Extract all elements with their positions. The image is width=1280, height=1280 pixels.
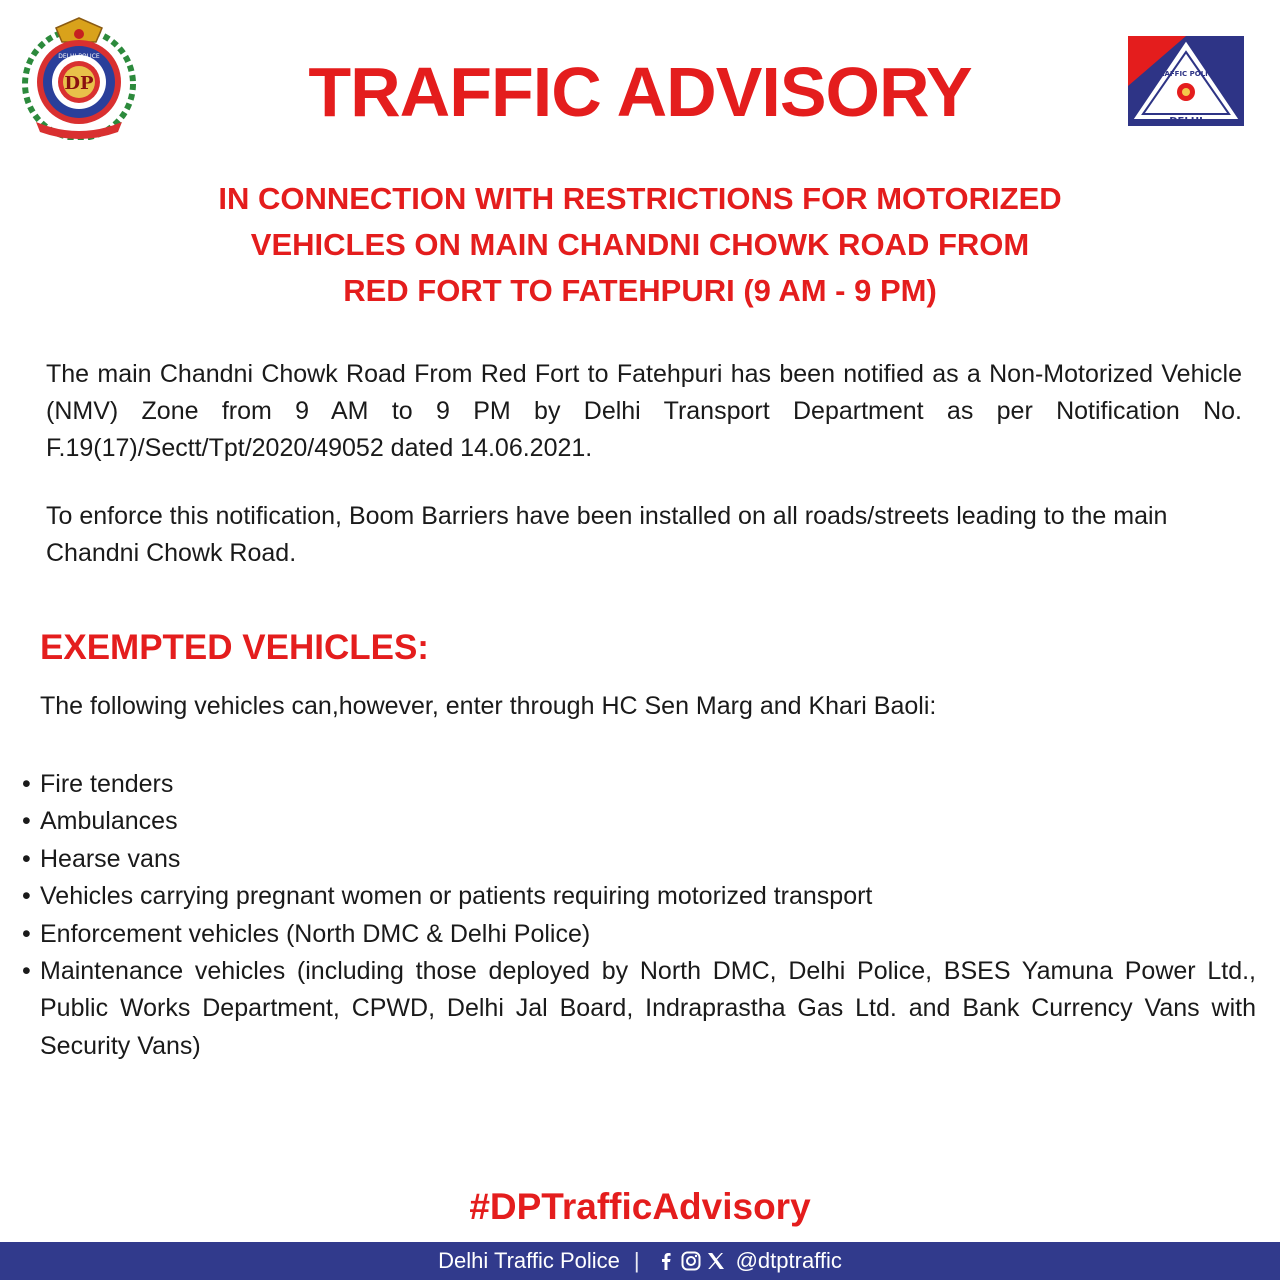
badge-text: TRAFFIC POLICE [1154, 70, 1218, 78]
bullet-icon: • [22, 807, 31, 836]
exempted-heading: EXEMPTED VEHICLES: [40, 628, 429, 667]
list-item-text: Maintenance vehicles (including those deployed by North DMC, Delhi Police, BSES Yamuna Power Ltd., Public Works Department, CPWD, Delhi Jal Board, Indraprastha Gas Ltd. and Bank Currency Vans with Security Vans) [40, 957, 1256, 1060]
page-title: TRAFFIC ADVISORY [308, 53, 972, 131]
list-item-text: Ambulances [40, 807, 178, 836]
emblem-ring-text: DELHI POLICE [58, 53, 100, 60]
hashtag[interactable]: #DPTrafficAdvisory [469, 1186, 811, 1227]
notification-paragraph: The main Chandni Chowk Road From Red Fort to Fatehpuri has been notified as a Non-Motorized Vehicle (NMV) Zone from 9 AM to 9 PM by Delhi Transport Department as per Notification No. F.19(17)/Sectt/Tpt/2020/49052 dated 14.06.2021. [46, 360, 1242, 462]
footer-separator: | [633, 1248, 640, 1273]
emblem-monogram: DP [64, 73, 94, 94]
footer-org-name: Delhi Traffic Police [438, 1248, 620, 1273]
badge-city-text: DELHI [1169, 116, 1203, 126]
bullet-icon: • [22, 770, 31, 798]
list-item-text: Enforcement vehicles (North DMC & Delhi Police) [40, 919, 591, 948]
advisory-subtitle [170, 176, 1110, 314]
list-item [22, 803, 1256, 840]
bullet-icon: • [22, 957, 31, 986]
footer-bar [0, 1242, 1280, 1280]
subtitle-line: RED FORT TO FATEHPURI (9 AM - 9 PM) [343, 273, 937, 308]
list-item [22, 766, 1256, 803]
facebook-icon[interactable] [656, 1251, 676, 1271]
bullet-icon: • [22, 844, 31, 873]
exempted-vehicle-list [22, 766, 1256, 1065]
list-item-text: Vehicles carrying pregnant women or patients requiring motorized transport [40, 882, 873, 911]
subtitle-line: IN CONNECTION WITH RESTRICTIONS FOR MOTORIZED [218, 181, 1062, 216]
x-icon[interactable] [706, 1251, 726, 1271]
list-item [22, 841, 1256, 878]
bullet-icon: • [22, 882, 31, 911]
list-item-text: Hearse vans [40, 844, 181, 873]
list-item [22, 878, 1256, 915]
enforcement-paragraph: To enforce this notification, Boom Barriers have been installed on all roads/streets leading to the main Chandni Chowk Road. [46, 502, 1168, 567]
social-links [656, 1250, 730, 1272]
subtitle-line: VEHICLES ON MAIN CHANDNI CHOWK ROAD FROM [250, 227, 1030, 262]
exempted-intro: The following vehicles can,however, enter through HC Sen Marg and Khari Baoli: [40, 692, 937, 720]
instagram-icon[interactable] [680, 1250, 702, 1272]
list-item-text: Fire tenders [40, 770, 174, 798]
bullet-icon: • [22, 919, 31, 948]
list-item [22, 953, 1256, 1065]
footer-handle[interactable]: @dtptraffic [735, 1248, 842, 1273]
list-item [22, 916, 1256, 953]
